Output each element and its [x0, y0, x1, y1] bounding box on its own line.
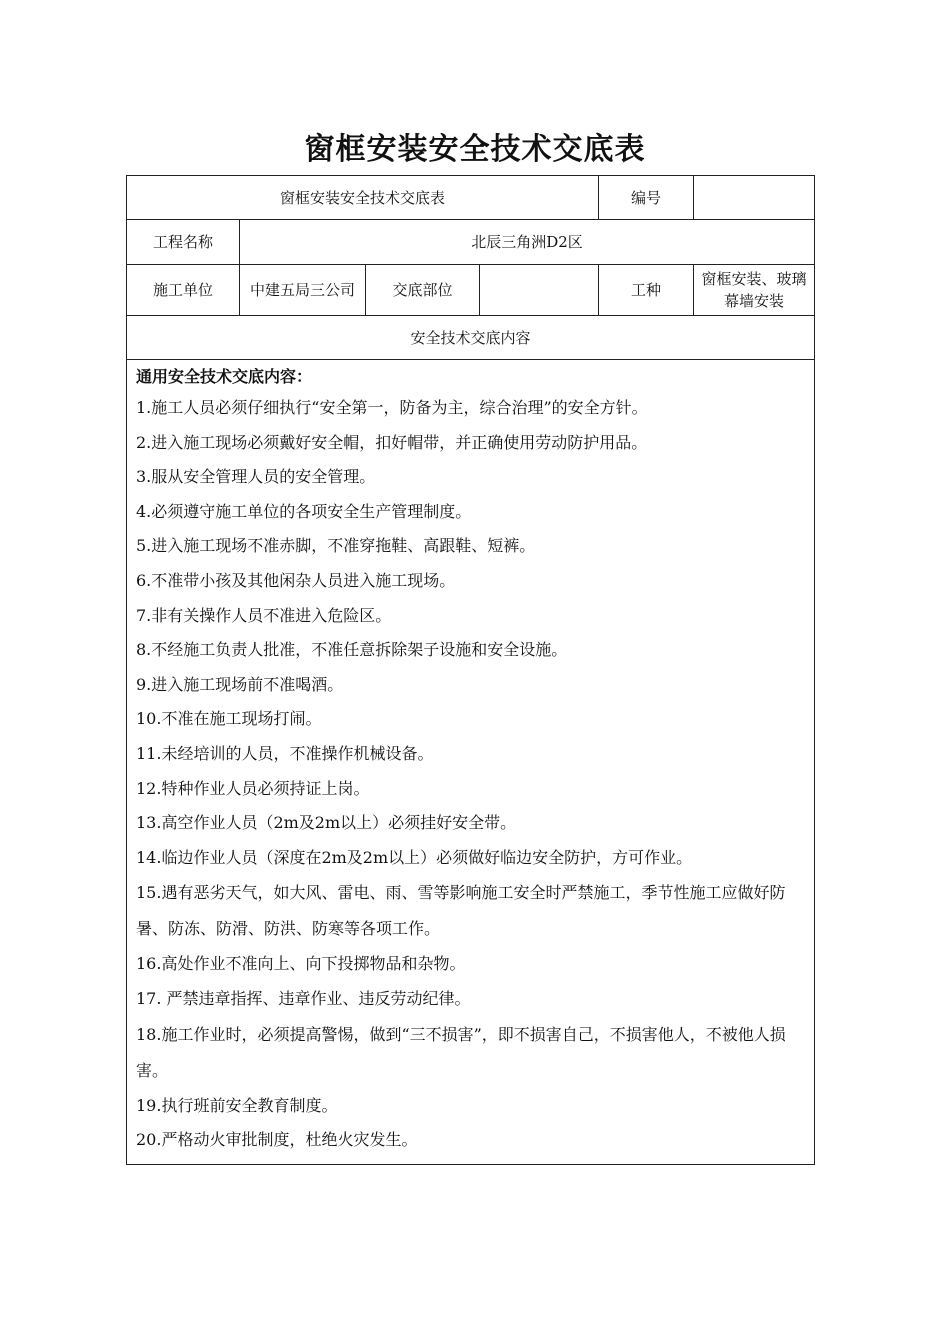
content-item-19: 19.执行班前安全教育制度。	[136, 1095, 338, 1115]
number-label: 编号	[599, 176, 694, 220]
content-cell	[127, 360, 815, 1165]
content-item-13: 13.高空作业人员（2m及2m以上）必须挂好安全带。	[136, 813, 517, 833]
content-item-14: 14.临边作业人员（深度在2m及2m以上）必须做好临边安全防护，方可作业。	[136, 847, 693, 867]
content-item-20: 20.严格动火审批制度，杜绝火灾发生。	[136, 1130, 418, 1150]
construction-unit-label: 施工单位	[127, 265, 240, 316]
form-row-section	[127, 316, 815, 360]
content-item-6: 6.不准带小孩及其他闲杂人员进入施工现场。	[136, 570, 456, 590]
content-item-18: 18.施工作业时，必须提高警惕，做到“三不损害”，即不损害自己，不损害他人，不被他人损害。	[136, 1024, 786, 1080]
content-item-4: 4.必须遵守施工单位的各项安全生产管理制度。	[136, 501, 472, 521]
content-item-1: 1.施工人员必须仔细执行“安全第一，防备为主，综合治理”的安全方针。	[136, 398, 648, 417]
form-row-project	[127, 220, 815, 265]
content-heading: 通用安全技术交底内容：	[136, 367, 313, 386]
content-item-11: 11.未经培训的人员，不准操作机械设备。	[136, 743, 434, 763]
construction-unit-value: 中建五局三公司	[240, 265, 366, 316]
content-item-9: 9.进入施工现场前不准喝酒。	[136, 674, 344, 694]
form-row-unit	[127, 265, 815, 316]
form-row-content	[127, 360, 815, 1165]
table-name-cell: 窗框安装安全技术交底表	[127, 176, 599, 220]
content-item-2: 2.进入施工现场必须戴好安全帽，扣好帽带，并正确使用劳动防护用品。	[136, 432, 648, 452]
content-item-17: 17. 严禁违章指挥、违章作业、违反劳动纪律。	[136, 988, 471, 1008]
trade-label: 工种	[599, 265, 694, 316]
trade-value: 窗框安装、玻璃幕墙安装	[694, 265, 815, 316]
content-item-5: 5.进入施工现场不准赤脚，不准穿拖鞋、高跟鞋、短裤。	[136, 536, 536, 556]
content-item-16: 16.高处作业不准向上、向下投掷物品和杂物。	[136, 954, 466, 974]
content-item-10: 10.不准在施工现场打闹。	[136, 709, 322, 729]
content-item-15: 15.遇有恶劣天气，如大风、雷电、雨、雪等影响施工安全时严禁施工，季节性施工应做好防暑、防冻、防滑、防洪、防寒等各项工作。	[136, 883, 786, 939]
disclosure-form-table	[126, 175, 815, 1165]
disclosure-part-value	[480, 265, 599, 316]
number-value	[694, 176, 815, 220]
disclosure-part-label: 交底部位	[366, 265, 480, 316]
content-item-3: 3.服从安全管理人员的安全管理。	[136, 467, 376, 487]
content-item-12: 12.特种作业人员必须持证上岗。	[136, 778, 370, 798]
content-item-7: 7.非有关操作人员不准进入危险区。	[136, 605, 392, 625]
project-name-value: 北辰三角洲D2区	[240, 220, 815, 265]
project-name-label: 工程名称	[127, 220, 240, 265]
content-item-8: 8.不经施工负责人批准，不准任意拆除架子设施和安全设施。	[136, 640, 568, 660]
form-row-header	[127, 176, 815, 220]
section-title-cell: 安全技术交底内容	[127, 316, 815, 360]
page-title: 窗框安装安全技术交底表	[304, 132, 646, 167]
